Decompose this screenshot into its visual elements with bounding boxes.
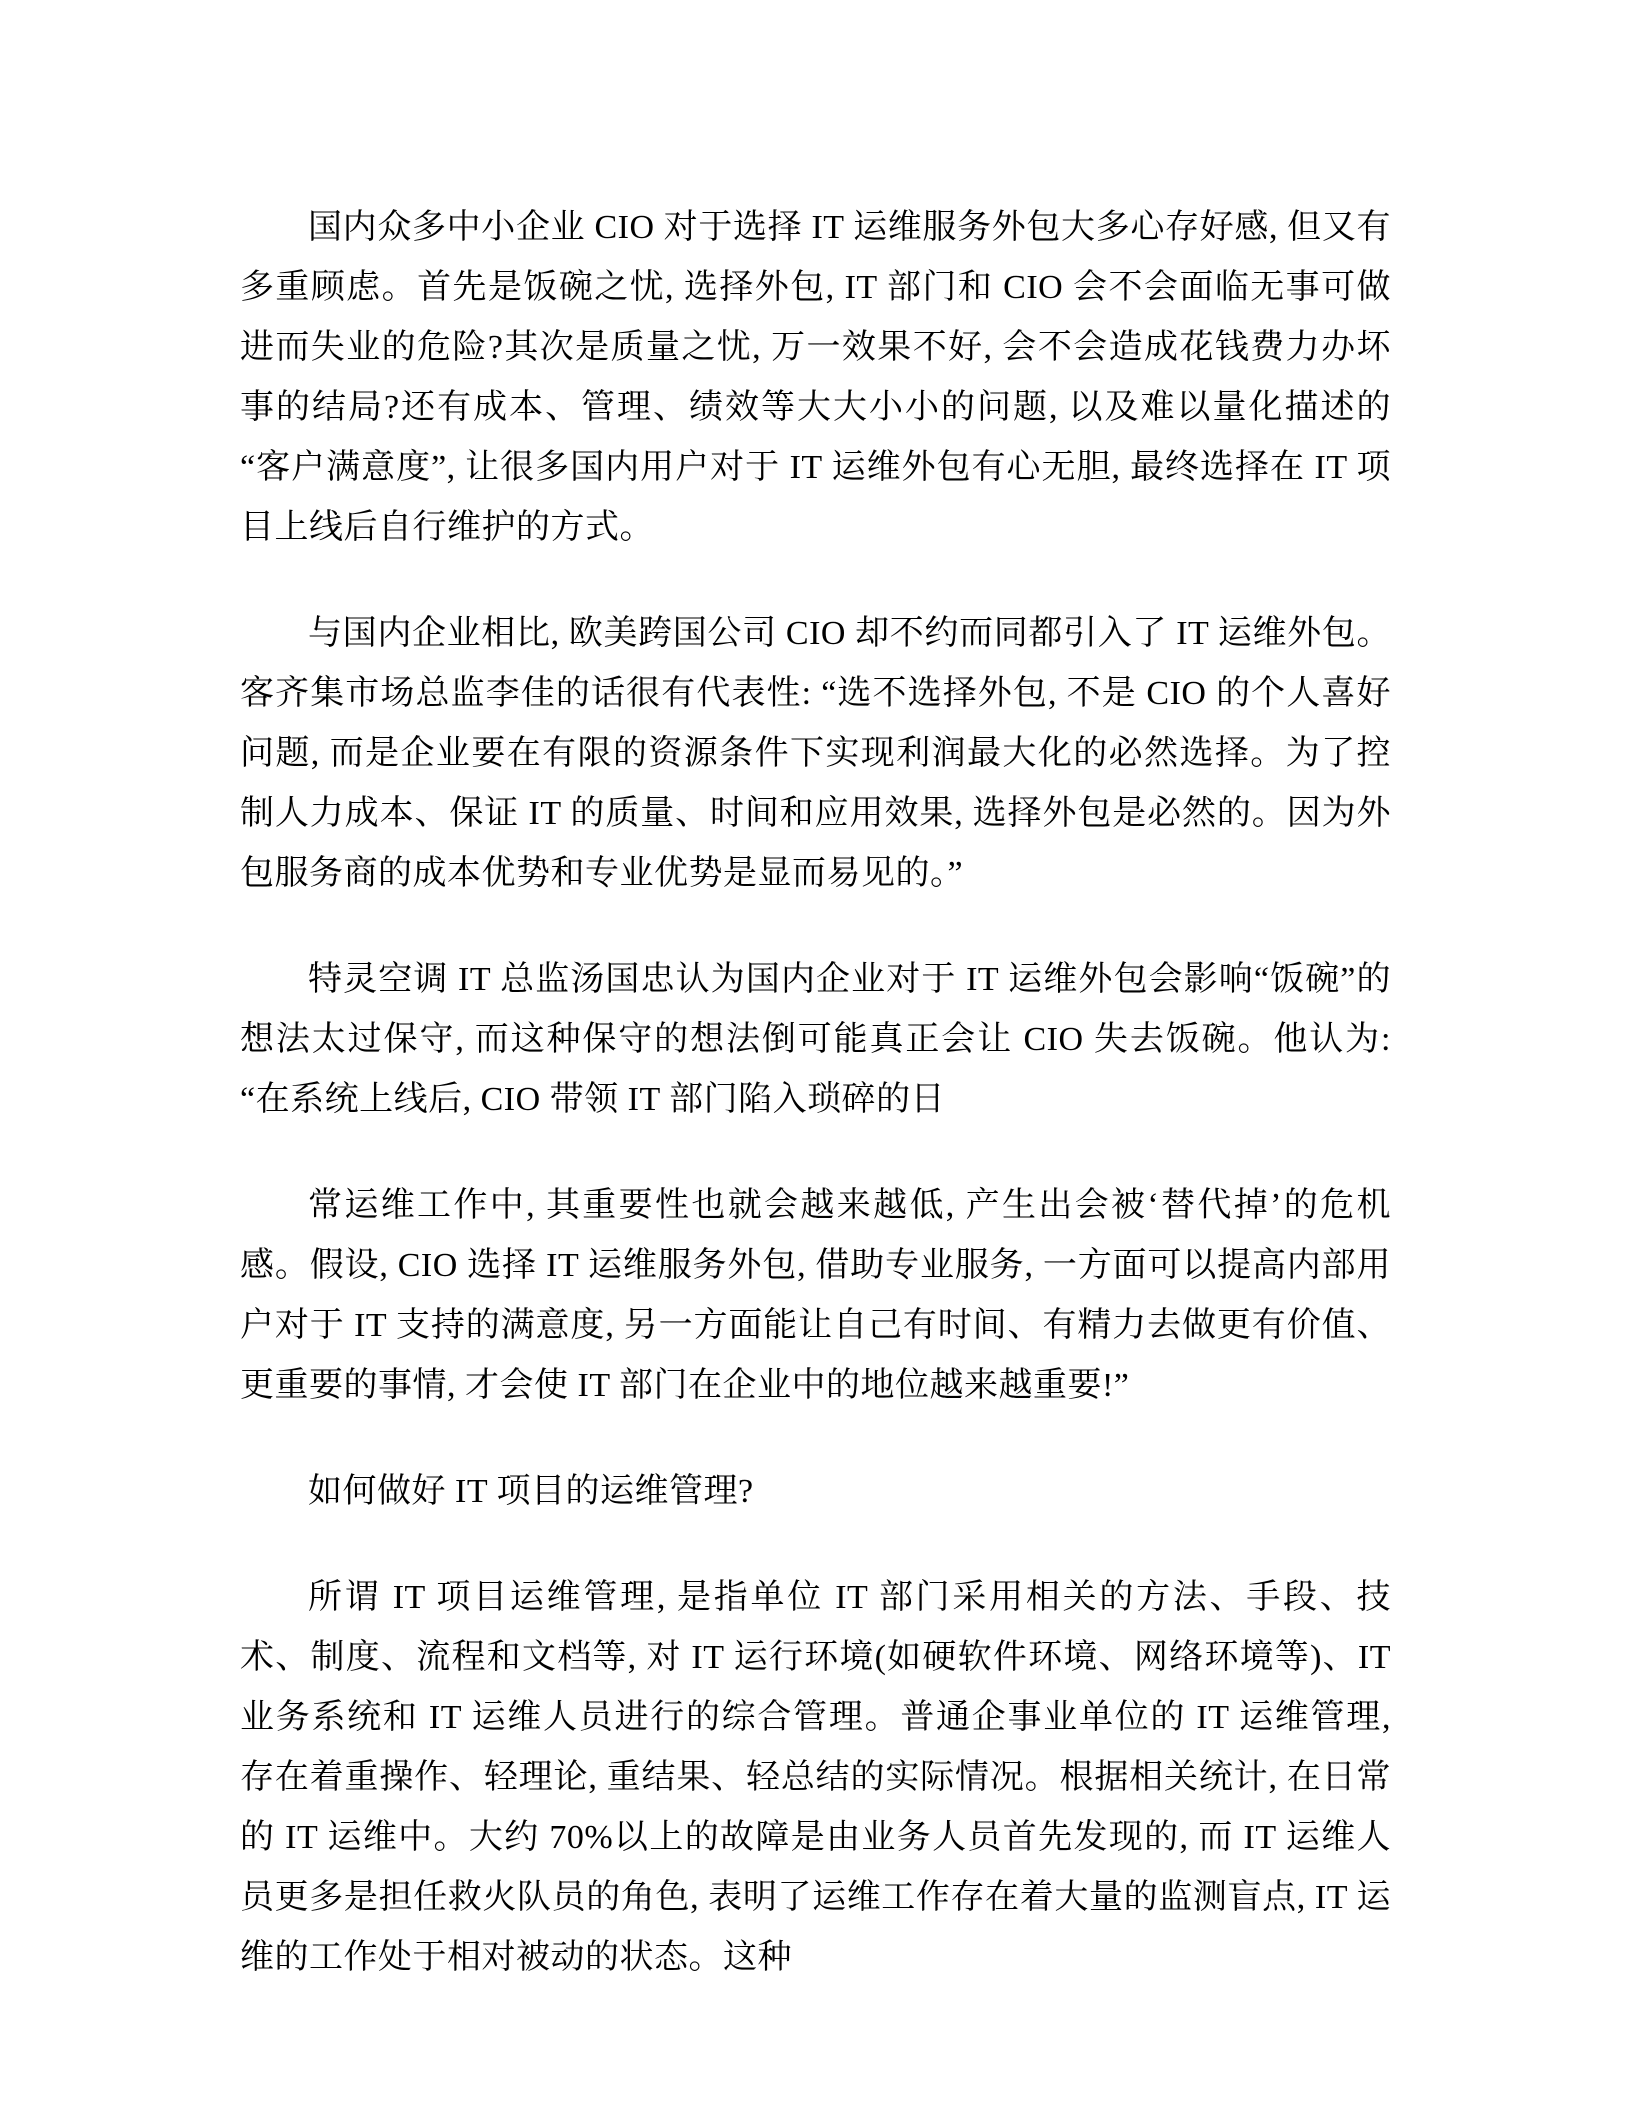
paragraph-cio-concerns: 国内众多中小企业 CIO 对于选择 IT 运维服务外包大多心存好感, 但又有多重顾虑。首先是饭碗之忧, 选择外包, IT 部门和 CIO 会不会面临无事可做进而失业的危险?其次是质量之忧, 万一效果不好, 会不会造成花钱费力办坏事的结局?还有成本、管理、绩效等大大小小的问题, 以及难以量化描述的“客户满意度”, 让很多国内用户对于 IT 运维外包有心无胆, 最终选择在 IT 项目上线后自行维护的方式。 xyxy=(240,209,1391,546)
question-heading-it-ops-management: 如何做好 IT 项目的运维管理? xyxy=(308,1473,754,1510)
paragraph-it-ops-definition: 所谓 IT 项目运维管理, 是指单位 IT 部门采用相关的方法、手段、技术、制度、流程和文档等, 对 IT 运行环境(如硬软件环境、网络环境等)、IT 业务系统和 IT 运维人员进行的综合管理。普通企事业单位的 IT 运维管理, 存在着重操作、轻理论, 重结果、轻总结的实际情况。根据相关统计, 在日常的 IT 运维中。大约 70%以上的故障是由业务人员首先发现的, 而 IT 运维人员更多是担任救火队员的角色, 表明了运维工作存在着大量的监测盲点, IT 运维的工作处于相对被动的状态。这种 xyxy=(240,1579,1391,1976)
paragraph-foreign-companies-quote: 与国内企业相比, 欧美跨国公司 CIO 却不约而同都引入了 IT 运维外包。客齐集市场总监李佳的话很有代表性: “选不选择外包, 不是 CIO 的个人喜好问题, 而是企业要在有限的资源条件下实现利润最大化的必然选择。为了控制人力成本、保证 IT 的质量、时间和应用效果, 选择外包是必然的。因为外包服务商的成本优势和专业优势是显而易见的。” xyxy=(240,615,1391,892)
paragraph-outsourcing-benefits: 常运维工作中, 其重要性也就会越来越低, 产生出会被‘替代掉’的危机感。假设, CIO 选择 IT 运维服务外包, 借助专业服务, 一方面可以提高内部用户对于 IT 支持的满意度, 另一方面能让自己有时间、有精力去做更有价值、更重要的事情, 才会使 IT 部门在企业中的地位越来越重要!” xyxy=(240,1187,1391,1404)
paragraph-trane-director-opinion: 特灵空调 IT 总监汤国忠认为国内企业对于 IT 运维外包会影响“饭碗”的想法太过保守, 而这种保守的想法倒可能真正会让 CIO 失去饭碗。他认为: “在系统上线后, CIO 带领 IT 部门陷入琐碎的日 xyxy=(240,961,1391,1118)
